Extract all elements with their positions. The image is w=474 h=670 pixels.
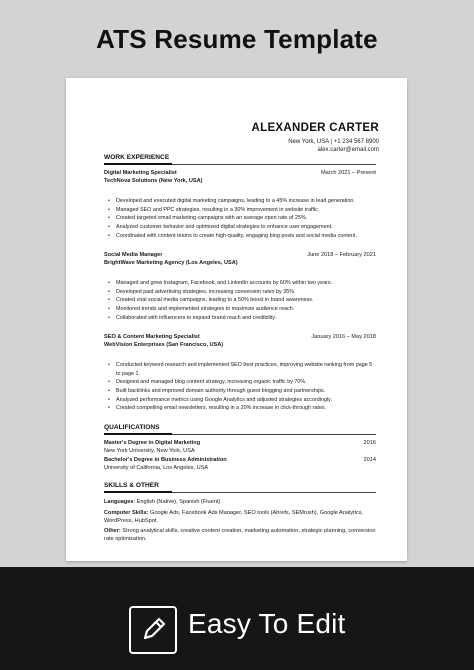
pencil-edit-icon	[129, 606, 177, 654]
job-title: SEO & Content Marketing Specialist	[104, 334, 200, 340]
qualification-entry	[104, 457, 376, 472]
skills-label: Computer Skills:	[104, 509, 149, 516]
list-item: • Monitored trends and implemented strategies to maximize audience reach.	[106, 305, 376, 314]
job-bullets	[104, 279, 376, 322]
skills-value: Strong analytical skills, creative content creation, marketing automation, strategic planning, conversion rate optimization.	[104, 528, 376, 543]
skills-value: Google Ads, Facebook Ads Manager, SEO tools (Ahrefs, SEMrush), Google Analytics, WordPress, HubSpot.	[104, 509, 363, 524]
email: alex.carter@email.com	[317, 147, 379, 154]
list-item: • Coordinated with content teams to create high-quality, engaging blog posts and social media content.	[106, 232, 376, 241]
section-divider	[104, 491, 376, 493]
job-dates: June 2018 – February 2021	[307, 252, 376, 258]
skills-languages	[104, 499, 376, 507]
job-dates: March 2021 – Present	[320, 170, 376, 176]
resume-header	[252, 122, 379, 154]
section-heading: QUALIFICATIONS	[104, 424, 160, 431]
school: New York University, New York, USA	[104, 447, 195, 454]
job-dates: January 2016 – May 2018	[311, 334, 376, 340]
job-title: Social Media Manager	[104, 252, 163, 258]
section-divider	[104, 163, 376, 165]
skills-label: Other:	[104, 528, 121, 535]
list-item: • Collaborated with influencers to expand brand reach and credibility.	[106, 314, 376, 323]
degree-year: 2014	[363, 457, 376, 463]
section-heading: WORK EXPERIENCE	[104, 154, 170, 161]
degree: Bachelor's Degree in Business Administration	[104, 457, 227, 463]
list-item: • Created targeted email marketing campaigns with an average open rate of 25%.	[106, 214, 376, 223]
section-divider	[104, 433, 376, 435]
school: University of California, Los Angeles, USA	[104, 464, 209, 471]
skills-label: Languages	[104, 499, 134, 505]
job-company: BrightWave Marketing Agency (Los Angeles, USA)	[104, 259, 238, 266]
section-heading: SKILLS & OTHER	[104, 482, 159, 489]
job-bullets	[104, 197, 376, 240]
list-item: • Built backlinks and improved domain authority through guest blogging and partnerships.	[106, 387, 376, 396]
job-company: TechNova Solutions (New York, USA)	[104, 177, 203, 184]
list-item: • Managed and grew Instagram, Facebook, and LinkedIn accounts by 60% within two years.	[106, 279, 376, 288]
section-work-experience	[104, 154, 376, 165]
job-title: Digital Marketing Specialist	[104, 170, 177, 176]
location-phone: New York, USA | +1 234 567 8900	[288, 139, 379, 145]
footer-label: Easy To Edit	[188, 608, 346, 639]
list-item: • Created compelling email newsletters, resulting in a 20% increase in click-through rates.	[106, 404, 376, 413]
list-item: • Conducted keyword research and implemented SEO best practices, improving website ranking from page 5 to page 1.	[106, 361, 376, 378]
list-item: • Designed and managed blog content strategy, increasing organic traffic by 70%.	[106, 378, 376, 387]
skills-other	[104, 528, 376, 544]
job-entry	[104, 170, 376, 240]
list-item: • Developed and executed digital marketing campaigns, leading to a 45% increase in lead generation.	[106, 197, 376, 206]
job-company: WebVision Enterprises (San Francisco, USA)	[104, 341, 224, 348]
degree: Master's Degree in Digital Marketing	[104, 440, 201, 446]
job-bullets	[104, 361, 376, 413]
skills-computer	[104, 510, 376, 526]
resume-page	[66, 78, 407, 561]
list-item: • Developed paid advertising strategies, increasing conversion rates by 35%.	[106, 288, 376, 297]
list-item: • Created viral social media campaigns, leading to a 50% boost in brand awareness.	[106, 296, 376, 305]
banner-title: ATS Resume Template	[96, 23, 378, 54]
list-item: • Analyzed customer behavior and optimized digital strategies to enhance user engagement.	[106, 223, 376, 232]
degree-year: 2016	[363, 440, 376, 446]
job-entry	[104, 252, 376, 322]
qualification-entry	[104, 440, 376, 455]
skills-value: : English (Native), Spanish (Fluent)	[133, 499, 221, 505]
section-skills	[104, 482, 376, 493]
section-qualifications	[104, 424, 376, 435]
job-entry	[104, 334, 376, 413]
contact-info	[252, 138, 379, 154]
skills-list	[104, 499, 376, 547]
candidate-name: ALEXANDER CARTER	[251, 122, 379, 134]
list-item: • Analyzed performance metrics using Google Analytics and adjusted strategies accordingly.	[106, 396, 376, 405]
list-item: • Managed SEO and PPC strategies, resulting in a 30% improvement in website traffic.	[106, 206, 376, 215]
